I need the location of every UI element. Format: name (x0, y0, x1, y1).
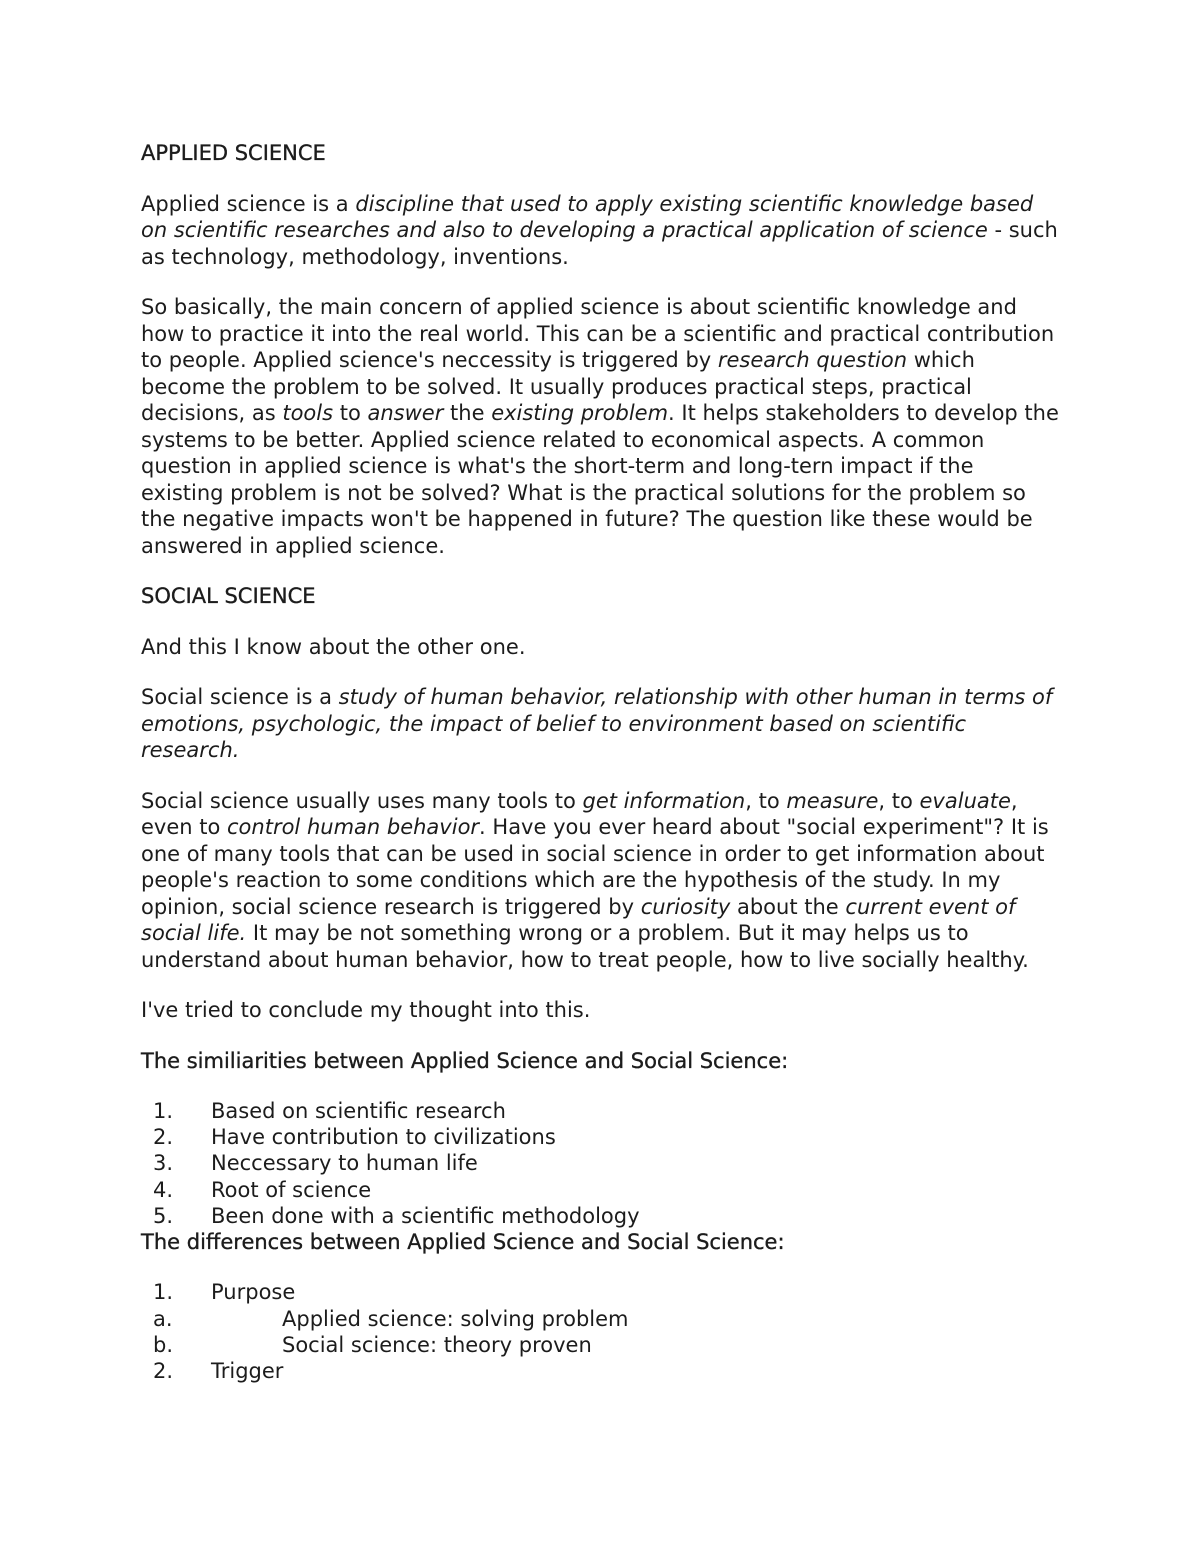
applied-paragraph-concern: So basically, the main concern of applied science is about scientific knowledge and how to practice it into the real world. This can be a scientific and practical contribution to people. Applied science's neccessity is triggered by research question which become the problem to be solved. It usually produces practical steps, practical decisions, as tools to answer the existing problem. It helps stakeholders to develop the systems to be better. Applied science related to economical aspects. A common question in applied science is what's the short-term and long-tern impact if the existing problem is not be solved? What is the practical solutions for the problem so the negative impacts won't be happened in future? The question like these would be answered in applied science. (141, 295, 1059, 558)
heading-similarities: The similiarities between Applied Science and Social Science: (141, 1048, 789, 1073)
list-subitem: b. Social science: theory proven (153, 1332, 592, 1357)
list-item: 2. Trigger (153, 1359, 284, 1383)
social-paragraph-tools: Social science usually uses many tools to get information, to measure, to evaluate, even to control human behavior. Have you ever heard about "social experiment"? It is one of many tools that can be used in social science in order to get information about people's reaction to some conditions which are the hypothesis of the study. In my opinion, social science research is triggered by curiosity about the current event of social life. It may be not something wrong or a problem. But it may helps us to understand about human behavior, how to treat people, how to live socially healthy. (141, 788, 1049, 972)
differences-list (141, 1279, 1061, 1384)
social-paragraph-definition: Social science is a study of human behavior, relationship with other human in terms of emotions, psychologic, the impact of belief to environment based on scientific research. (141, 685, 1053, 762)
list-item: 5. Been done with a scientific methodology (153, 1203, 640, 1228)
list-item: 1. Based on scientific research (153, 1099, 506, 1123)
social-paragraph-conclusion: I've tried to conclude my thought into this. (141, 998, 591, 1022)
heading-differences: The differences between Applied Science and Social Science: (141, 1229, 785, 1254)
heading-social-science: SOCIAL SCIENCE (141, 584, 316, 608)
list-item: 3. Neccessary to human life (153, 1151, 478, 1176)
list-item: 4. Root of science (153, 1177, 372, 1202)
list-item: 1. Purpose (153, 1280, 296, 1305)
social-paragraph-intro: And this I know about the other one. (141, 634, 526, 659)
similarities-list (141, 1098, 1061, 1229)
list-subitem: a. Applied science: solving problem (153, 1306, 629, 1331)
document-page (141, 140, 1061, 1384)
heading-applied-science: APPLIED SCIENCE (141, 141, 326, 165)
list-item: 2. Have contribution to civilizations (153, 1125, 556, 1150)
applied-paragraph-definition: Applied science is a discipline that used to apply existing scientific knowledge based on scientific researches and also to developing a practical application of science - such as technology, methodology, inventions. (141, 191, 1058, 269)
